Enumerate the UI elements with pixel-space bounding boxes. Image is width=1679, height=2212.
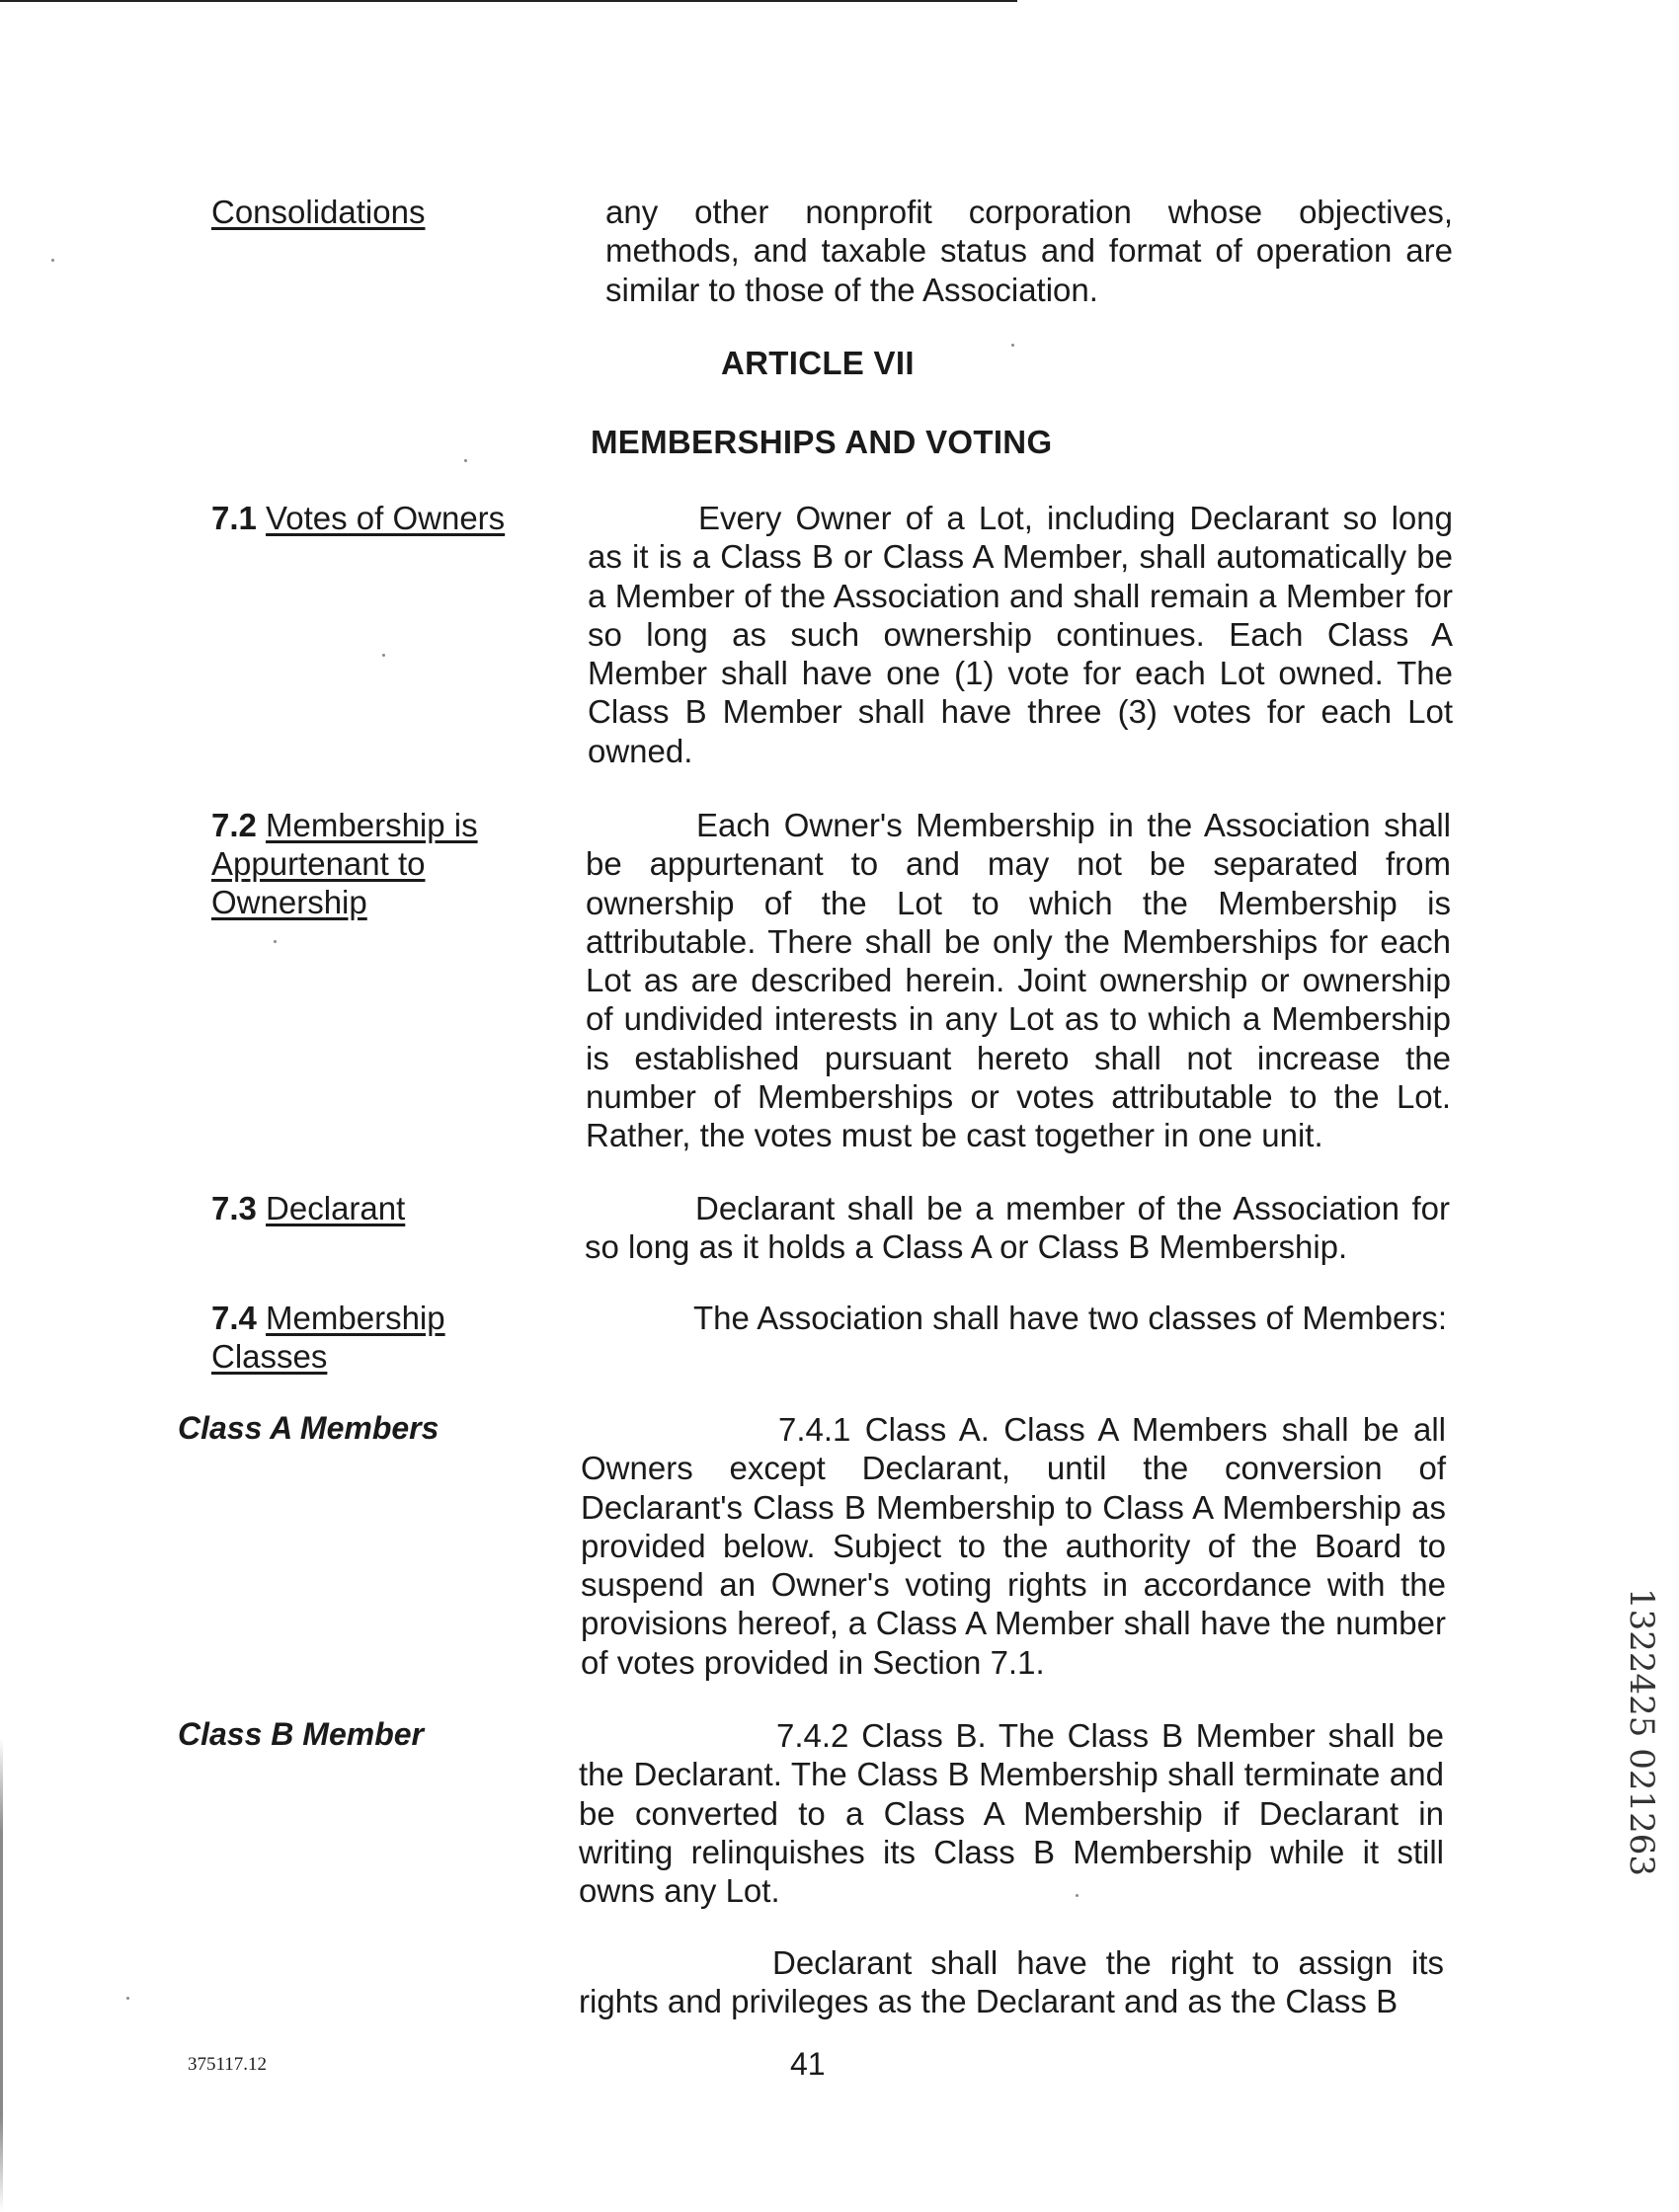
section-7-4-label: 7.4 Membership Classes <box>211 1300 445 1375</box>
section-7-3-label: 7.3 Declarant <box>211 1190 406 1226</box>
article-number: ARTICLE VII <box>721 345 915 381</box>
section-7-3-text: Declarant shall be a member of the Association for so long as it holds a Class A or Class B Membership. <box>585 1190 1450 1266</box>
scan-speck <box>51 259 54 262</box>
section-7-2-label: 7.2 Membership is Appurtenant to Ownership <box>211 807 478 920</box>
scan-speck <box>464 459 467 462</box>
scan-edge-shadow <box>0 1738 3 2212</box>
class-b-continuation: Declarant shall have the right to assign its rights and privileges as the Declarant and as the Class B <box>579 1944 1444 2020</box>
top-scan-rule <box>0 0 1017 2</box>
article-title: MEMBERSHIPS AND VOTING <box>591 424 1053 460</box>
section-7-1-text: Every Owner of a Lot, including Declarant so long as it is a Class B or Class A Member, shall automatically be a Member of the Association and shall remain a Member for so long as such ownership continues. Each Class A Member shall have one (1) vote for each Lot owned. The Class B Member shall have three (3) votes for each Lot owned. <box>588 500 1453 769</box>
section-7-4-text: The Association shall have two classes of Members: <box>693 1300 1448 1336</box>
section-7-2-text: Each Owner's Membership in the Association shall be appurtenant to and may not be separated from ownership of the Lot to which the Membership is attributable. There shall be only the Memberships for each Lot as are described herein. Joint ownership or ownership of undivided interests in any Lot as to which a Membership is established pursuant hereto shall not increase the number of Memberships or votes attributable to the Lot. Rather, the votes must be cast together in one unit. <box>586 807 1451 1154</box>
scan-speck <box>274 940 277 943</box>
document-code: 375117.12 <box>188 2054 268 2075</box>
scan-speck <box>1011 344 1014 347</box>
page-number: 41 <box>790 2046 826 2082</box>
class-a-text: 7.4.1 Class A. Class A Members shall be all Owners except Declarant, until the conversion of Declarant's Class B Membership to Class A Membership as provided below. Subject to the authority of the Board to suspend an Owner's voting rights in accordance with the provisions hereof, a Class A Member shall have the number of votes provided in Section 7.1. <box>581 1411 1446 1681</box>
class-a-side-label: Class A Members <box>178 1410 440 1446</box>
class-b-side-label: Class B Member <box>178 1716 424 1752</box>
scan-speck <box>126 1997 129 2000</box>
consolidations-text: any other nonprofit corporation whose objectives, methods, and taxable status and format of operation are similar to those of the Association. <box>605 194 1453 308</box>
scan-speck <box>382 654 385 657</box>
section-7-1-label: 7.1 Votes of Owners <box>211 500 506 536</box>
class-b-text: 7.4.2 Class B. The Class B Member shall be the Declarant. The Class B Membership shall terminate and be converted to a Class A Membership if Declarant in writing relinquishes its Class B Membership while it still owns any Lot. <box>579 1717 1444 1910</box>
consolidations-label: Consolidations <box>211 194 426 230</box>
margin-recording-stamp: 1322425 021263 <box>1622 1588 1661 1877</box>
